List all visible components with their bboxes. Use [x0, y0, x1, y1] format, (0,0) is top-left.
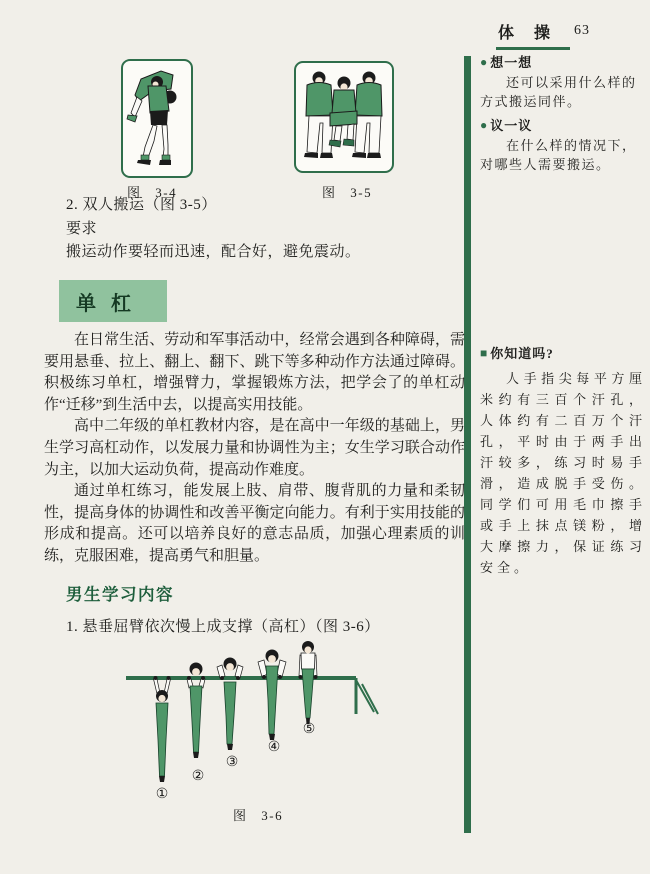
- chapter-title: 体操: [496, 20, 570, 50]
- know-title-text: 你知道吗?: [490, 346, 554, 361]
- paragraph-3: 通过单杠练习，能发展上肢、肩带、腹背肌的力量和柔韧性，提高身体的协调性和改善平衡定向能力。有利于实用技能的形成和提高。还可以培养良好的意志品质，加强心理素质的训练，克服困难，提高勇气和胆量。: [44, 483, 465, 564]
- sidebar-did-you-know: [480, 341, 646, 582]
- think-text: 还可以采用什么样的方式搬运同伴。: [480, 75, 637, 109]
- know-title: [480, 343, 646, 362]
- discuss-title: [480, 115, 644, 134]
- step-4-press-figure: [258, 650, 286, 741]
- square-bullet-icon: ■: [480, 345, 489, 360]
- carry-requirement-text: 搬运动作要轻而迅速，配合好，避免震动。: [66, 244, 361, 260]
- step-number-labels: [156, 722, 316, 802]
- left-carrier: [304, 72, 333, 159]
- step-label-2: ②: [191, 769, 205, 784]
- discuss-text: 在什么样的情况下，对哪些人需要搬运。: [480, 138, 637, 172]
- think-title-text: 想一想: [490, 55, 533, 70]
- figure-3-4-drawing: [123, 61, 191, 176]
- figure-3-5: [294, 61, 394, 173]
- step-label-4: ④: [267, 740, 281, 755]
- step-3-chin-over-figure: [217, 658, 243, 751]
- page-number: 63: [574, 23, 591, 38]
- circle-bullet-icon: ●: [480, 117, 489, 132]
- figure-3-6-caption: 图 3-6: [233, 808, 284, 823]
- boys-learning-heading: 男生学习内容: [66, 586, 174, 604]
- figure-3-4: [121, 59, 193, 178]
- step-1-hang-figure: [154, 676, 171, 782]
- step-5-support-figure: [299, 641, 318, 724]
- discuss-title-text: 议一议: [490, 118, 533, 133]
- horizontal-bar-intro: [44, 330, 465, 568]
- paragraph-2: 高中二年级的单杠教材内容，是在高中一年级的基础上，男生学习高杠动作，以发展力量和协调性为主；女生学习联合动作为主，以加大运动负荷，提高动作难度。: [44, 418, 465, 478]
- figure-3-6-drawing: [118, 640, 433, 807]
- think-title: [480, 52, 644, 71]
- sidebar-activities: [480, 50, 644, 178]
- figure-3-5-caption: 图 3-5: [322, 185, 373, 200]
- step-label-5: ⑤: [302, 722, 316, 737]
- paragraph-1: 在日常生活、劳动和军事活动中，经常会遇到各种障碍，需要用悬垂、拉上、翻上、翻下、跳下等多种动作方法通过障碍。积极练习单杠，增强臂力，掌握锻炼方法，把学会了的单杠动作“迁移”到生活中去，以提高实用技能。: [44, 332, 465, 413]
- step-label-1: ①: [155, 787, 169, 802]
- figure-3-6: [118, 640, 433, 812]
- step-label-3: ③: [225, 755, 239, 770]
- figure-3-5-drawing: [296, 63, 392, 171]
- horizontal-bar-section-title: 单杠: [59, 280, 167, 322]
- circle-bullet-icon: ●: [480, 54, 489, 69]
- boys-learning-item-1: 1. 悬垂屈臂依次慢上成支撑（高杠）（图 3-6）: [66, 619, 380, 635]
- carry-item-2: 2. 双人搬运（图 3-5）: [66, 197, 217, 213]
- carried-person: [329, 77, 357, 148]
- carry-requirement-label: 要求: [66, 220, 98, 237]
- know-text: 人手指尖每平方厘米约有三百个汗孔，人体约有二百万个汗孔，平时由于两手出汗较多，练习时易手滑，造成脱手受伤。同学们可用毛巾擦手或手上抹点镁粉，增大摩擦力，保证练习安全。: [480, 371, 646, 575]
- sidebar-divider-rule: [464, 56, 471, 833]
- page-header: [496, 20, 590, 50]
- carry-instructions: [66, 194, 466, 265]
- figure-3-4-caption: 图 3-4: [127, 185, 178, 200]
